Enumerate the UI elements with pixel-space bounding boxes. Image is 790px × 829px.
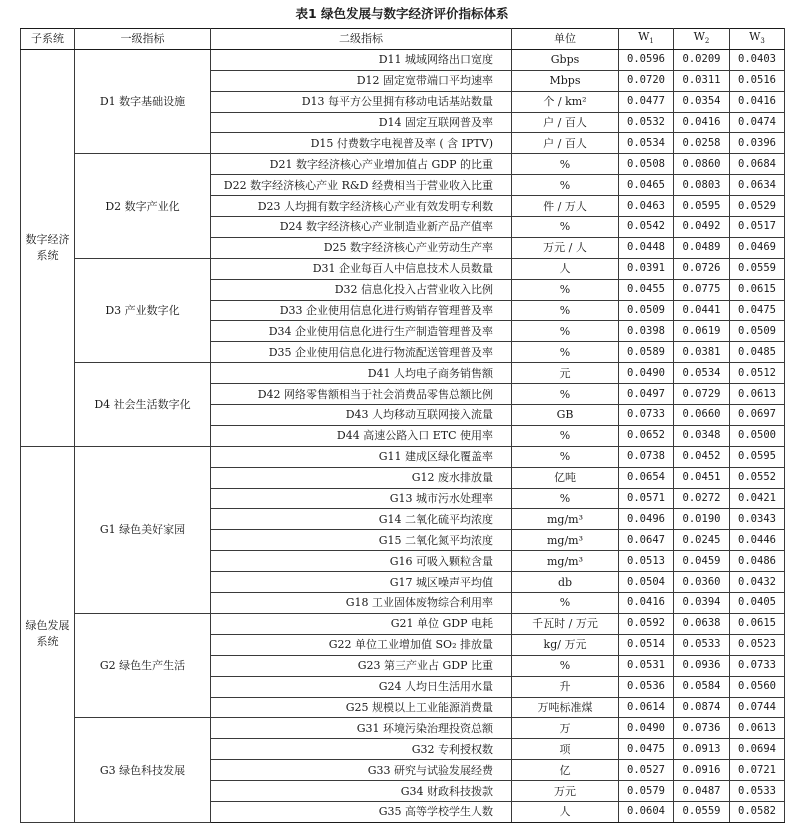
unit-cell: % — [512, 488, 619, 509]
level2-indicator-cell: D21 数字经济核心产业增加值占 GDP 的比重 — [211, 154, 512, 175]
unit-cell: 万元 / 人 — [512, 237, 619, 258]
unit-cell: 人 — [512, 258, 619, 279]
w3-cell: 0.0500 — [730, 425, 785, 446]
unit-cell: Mbps — [512, 70, 619, 91]
level2-indicator-cell: D13 每平方公里拥有移动电话基站数量 — [211, 91, 512, 112]
w2-cell: 0.0190 — [674, 509, 730, 530]
w1-cell: 0.0398 — [619, 321, 674, 342]
w2-cell: 0.0860 — [674, 154, 730, 175]
w3-cell: 0.0405 — [730, 593, 785, 614]
level2-indicator-cell: D23 人均拥有数字经济核心产业有效发明专利数 — [211, 196, 512, 217]
unit-cell: mg/m³ — [512, 551, 619, 572]
unit-cell: % — [512, 446, 619, 467]
level2-indicator-cell: G35 高等学校学生人数 — [211, 801, 512, 822]
unit-cell: Gbps — [512, 49, 619, 70]
table-row — [21, 49, 785, 70]
unit-cell: 户 / 百人 — [512, 112, 619, 133]
w1-cell: 0.0596 — [619, 49, 674, 70]
table-row — [21, 718, 785, 739]
w3-cell: 0.0486 — [730, 551, 785, 572]
unit-cell: % — [512, 279, 619, 300]
w2-cell: 0.0487 — [674, 781, 730, 802]
w1-cell: 0.0514 — [619, 634, 674, 655]
level2-indicator-cell: D14 固定互联网普及率 — [211, 112, 512, 133]
w3-cell: 0.0446 — [730, 530, 785, 551]
level2-indicator-cell: D31 企业每百人中信息技术人员数量 — [211, 258, 512, 279]
level2-indicator-cell: D43 人均移动互联网接入流量 — [211, 405, 512, 426]
w3-cell: 0.0517 — [730, 217, 785, 238]
level2-indicator-cell: D42 网络零售额相当于社会消费品零售总额比例 — [211, 384, 512, 405]
w2-cell: 0.0394 — [674, 593, 730, 614]
w2-cell: 0.0416 — [674, 112, 730, 133]
w1-cell: 0.0654 — [619, 467, 674, 488]
w1-cell: 0.0604 — [619, 801, 674, 822]
w1-cell: 0.0513 — [619, 551, 674, 572]
w3-cell: 0.0343 — [730, 509, 785, 530]
header-w2-sub: 2 — [704, 37, 710, 46]
unit-cell: % — [512, 321, 619, 342]
unit-cell: % — [512, 154, 619, 175]
w1-cell: 0.0497 — [619, 384, 674, 405]
w1-cell: 0.0475 — [619, 739, 674, 760]
w2-cell: 0.0913 — [674, 739, 730, 760]
w2-cell: 0.0874 — [674, 697, 730, 718]
unit-cell: 万 — [512, 718, 619, 739]
w3-cell: 0.0533 — [730, 781, 785, 802]
w2-cell: 0.0660 — [674, 405, 730, 426]
w2-cell: 0.0803 — [674, 175, 730, 196]
level1-indicator-cell: G1 绿色美好家园 — [75, 446, 211, 613]
w2-cell: 0.0533 — [674, 634, 730, 655]
w3-cell: 0.0403 — [730, 49, 785, 70]
w1-cell: 0.0416 — [619, 593, 674, 614]
w1-cell: 0.0391 — [619, 258, 674, 279]
subsystem-label: 绿色发展系统 — [25, 619, 70, 649]
w2-cell: 0.0441 — [674, 300, 730, 321]
w2-cell: 0.0775 — [674, 279, 730, 300]
w1-cell: 0.0532 — [619, 112, 674, 133]
level1-indicator-cell: D1 数字基础设施 — [75, 49, 211, 153]
level2-indicator-cell: G17 城区噪声平均值 — [211, 572, 512, 593]
table-row — [21, 363, 785, 384]
w1-cell: 0.0534 — [619, 133, 674, 154]
w3-cell: 0.0559 — [730, 258, 785, 279]
indicator-table — [20, 28, 785, 823]
w2-cell: 0.0381 — [674, 342, 730, 363]
level2-indicator-cell: G14 二氧化硫平均浓度 — [211, 509, 512, 530]
w3-cell: 0.0634 — [730, 175, 785, 196]
level2-indicator-cell: D34 企业使用信息化进行生产制造管理普及率 — [211, 321, 512, 342]
subsystem-label: 数字经济系统 — [25, 232, 70, 262]
w1-cell: 0.0455 — [619, 279, 674, 300]
unit-cell: % — [512, 300, 619, 321]
w1-cell: 0.0738 — [619, 446, 674, 467]
w1-cell: 0.0652 — [619, 425, 674, 446]
unit-cell: % — [512, 217, 619, 238]
level2-indicator-cell: G13 城市污水处理率 — [211, 488, 512, 509]
unit-cell: mg/m³ — [512, 530, 619, 551]
w3-cell: 0.0721 — [730, 760, 785, 781]
w3-cell: 0.0509 — [730, 321, 785, 342]
w1-cell: 0.0490 — [619, 363, 674, 384]
w3-cell: 0.0421 — [730, 488, 785, 509]
w1-cell: 0.0571 — [619, 488, 674, 509]
subsystem-cell — [21, 49, 75, 446]
w3-cell: 0.0469 — [730, 237, 785, 258]
subsystem-cell — [21, 446, 75, 822]
level2-indicator-cell: D33 企业使用信息化进行购销存管理普及率 — [211, 300, 512, 321]
table-row — [21, 613, 785, 634]
level2-indicator-cell: G34 财政科技拨款 — [211, 781, 512, 802]
level1-indicator-cell: G3 绿色科技发展 — [75, 718, 211, 822]
level2-indicator-cell: D32 信息化投入占营业收入比例 — [211, 279, 512, 300]
level2-indicator-cell: G24 人均日生活用水量 — [211, 676, 512, 697]
level2-indicator-cell: D44 高速公路入口 ETC 使用率 — [211, 425, 512, 446]
w3-cell: 0.0474 — [730, 112, 785, 133]
level2-indicator-cell: G23 第三产业占 GDP 比重 — [211, 655, 512, 676]
level1-indicator-cell: D4 社会生活数字化 — [75, 363, 211, 447]
w1-cell: 0.0720 — [619, 70, 674, 91]
w3-cell: 0.0416 — [730, 91, 785, 112]
level2-indicator-cell: D35 企业使用信息化进行物流配送管理普及率 — [211, 342, 512, 363]
unit-cell: 亿 — [512, 760, 619, 781]
level2-indicator-cell: D11 城域网络出口宽度 — [211, 49, 512, 70]
header-w2 — [674, 29, 730, 50]
unit-cell: mg/m³ — [512, 509, 619, 530]
level2-indicator-cell: G11 建成区绿化覆盖率 — [211, 446, 512, 467]
header-level1: 一级指标 — [75, 29, 211, 50]
w1-cell: 0.0490 — [619, 718, 674, 739]
w2-cell: 0.0916 — [674, 760, 730, 781]
w3-cell: 0.0582 — [730, 801, 785, 822]
w3-cell: 0.0432 — [730, 572, 785, 593]
header-w3 — [730, 29, 785, 50]
level1-indicator-cell: G2 绿色生产生活 — [75, 613, 211, 717]
w2-cell: 0.0492 — [674, 217, 730, 238]
header-w1-letter: W — [638, 29, 650, 43]
level2-indicator-cell: G18 工业固体废物综合利用率 — [211, 593, 512, 614]
unit-cell: 亿吨 — [512, 467, 619, 488]
w1-cell: 0.0527 — [619, 760, 674, 781]
unit-cell: 人 — [512, 801, 619, 822]
header-w3-letter: W — [749, 29, 761, 43]
level2-indicator-cell: G21 单位 GDP 电耗 — [211, 613, 512, 634]
header-w1 — [619, 29, 674, 50]
level2-indicator-cell: D12 固定宽带端口平均速率 — [211, 70, 512, 91]
level2-indicator-cell: D41 人均电子商务销售额 — [211, 363, 512, 384]
w3-cell: 0.0516 — [730, 70, 785, 91]
w3-cell: 0.0475 — [730, 300, 785, 321]
level2-indicator-cell: G22 单位工业增加值 SO₂ 排放量 — [211, 634, 512, 655]
unit-cell: 升 — [512, 676, 619, 697]
w1-cell: 0.0531 — [619, 655, 674, 676]
table-row — [21, 258, 785, 279]
unit-cell: 元 — [512, 363, 619, 384]
w3-cell: 0.0512 — [730, 363, 785, 384]
level2-indicator-cell: D22 数字经济核心产业 R&D 经费相当于营业收入比重 — [211, 175, 512, 196]
unit-cell: 万吨标准煤 — [512, 697, 619, 718]
level2-indicator-cell: G33 研究与试验发展经费 — [211, 760, 512, 781]
w2-cell: 0.0726 — [674, 258, 730, 279]
w2-cell: 0.0360 — [674, 572, 730, 593]
level2-indicator-cell: G25 规模以上工业能源消费量 — [211, 697, 512, 718]
w2-cell: 0.0451 — [674, 467, 730, 488]
w2-cell: 0.0638 — [674, 613, 730, 634]
w3-cell: 0.0560 — [730, 676, 785, 697]
unit-cell: 个 / km² — [512, 91, 619, 112]
unit-cell: 户 / 百人 — [512, 133, 619, 154]
w3-cell: 0.0552 — [730, 467, 785, 488]
w1-cell: 0.0589 — [619, 342, 674, 363]
w2-cell: 0.0595 — [674, 196, 730, 217]
level2-indicator-cell: G32 专利授权数 — [211, 739, 512, 760]
header-row — [21, 29, 785, 50]
header-w3-sub: 3 — [760, 37, 765, 46]
header-w1-sub: 1 — [649, 37, 654, 46]
unit-cell: GB — [512, 405, 619, 426]
w2-cell: 0.0559 — [674, 801, 730, 822]
w3-cell: 0.0613 — [730, 384, 785, 405]
w1-cell: 0.0536 — [619, 676, 674, 697]
level1-indicator-cell: D2 数字产业化 — [75, 154, 211, 258]
unit-cell: % — [512, 593, 619, 614]
level2-indicator-cell: D24 数字经济核心产业制造业新产品产值率 — [211, 217, 512, 238]
w1-cell: 0.0496 — [619, 509, 674, 530]
unit-cell: 万元 — [512, 781, 619, 802]
header-w2-letter: W — [693, 29, 705, 43]
w2-cell: 0.0354 — [674, 91, 730, 112]
w3-cell: 0.0615 — [730, 279, 785, 300]
unit-cell: % — [512, 384, 619, 405]
w2-cell: 0.0936 — [674, 655, 730, 676]
unit-cell: % — [512, 655, 619, 676]
w1-cell: 0.0614 — [619, 697, 674, 718]
w3-cell: 0.0529 — [730, 196, 785, 217]
unit-cell: kg/ 万元 — [512, 634, 619, 655]
w1-cell: 0.0592 — [619, 613, 674, 634]
w2-cell: 0.0489 — [674, 237, 730, 258]
w2-cell: 0.0245 — [674, 530, 730, 551]
w1-cell: 0.0647 — [619, 530, 674, 551]
w2-cell: 0.0584 — [674, 676, 730, 697]
w3-cell: 0.0595 — [730, 446, 785, 467]
level1-indicator-cell: D3 产业数字化 — [75, 258, 211, 362]
w1-cell: 0.0508 — [619, 154, 674, 175]
w2-cell: 0.0311 — [674, 70, 730, 91]
unit-cell: 件 / 万人 — [512, 196, 619, 217]
w1-cell: 0.0542 — [619, 217, 674, 238]
w1-cell: 0.0448 — [619, 237, 674, 258]
w1-cell: 0.0465 — [619, 175, 674, 196]
unit-cell: % — [512, 342, 619, 363]
w3-cell: 0.0694 — [730, 739, 785, 760]
unit-cell: 项 — [512, 739, 619, 760]
level2-indicator-cell: G15 二氧化氮平均浓度 — [211, 530, 512, 551]
header-unit: 单位 — [512, 29, 619, 50]
w1-cell: 0.0733 — [619, 405, 674, 426]
unit-cell: db — [512, 572, 619, 593]
w3-cell: 0.0684 — [730, 154, 785, 175]
table-row — [21, 154, 785, 175]
w1-cell: 0.0504 — [619, 572, 674, 593]
w2-cell: 0.0272 — [674, 488, 730, 509]
w2-cell: 0.0459 — [674, 551, 730, 572]
w1-cell: 0.0579 — [619, 781, 674, 802]
w3-cell: 0.0744 — [730, 697, 785, 718]
level2-indicator-cell: D25 数字经济核心产业劳动生产率 — [211, 237, 512, 258]
w3-cell: 0.0613 — [730, 718, 785, 739]
w3-cell: 0.0615 — [730, 613, 785, 634]
unit-cell: 千瓦时 / 万元 — [512, 613, 619, 634]
w2-cell: 0.0619 — [674, 321, 730, 342]
level2-indicator-cell: D15 付费数字电视普及率 ( 含 IPTV) — [211, 133, 512, 154]
w1-cell: 0.0477 — [619, 91, 674, 112]
table-row — [21, 446, 785, 467]
table-body — [21, 49, 785, 822]
header-level2: 二级指标 — [211, 29, 512, 50]
unit-cell: % — [512, 425, 619, 446]
w2-cell: 0.0534 — [674, 363, 730, 384]
w2-cell: 0.0209 — [674, 49, 730, 70]
w3-cell: 0.0523 — [730, 634, 785, 655]
w3-cell: 0.0485 — [730, 342, 785, 363]
table-title: 表1 绿色发展与数字经济评价指标体系 — [295, 6, 509, 21]
w3-cell: 0.0697 — [730, 405, 785, 426]
w2-cell: 0.0348 — [674, 425, 730, 446]
level2-indicator-cell: G12 废水排放量 — [211, 467, 512, 488]
header-subsystem: 子系统 — [21, 29, 75, 50]
w3-cell: 0.0396 — [730, 133, 785, 154]
w1-cell: 0.0509 — [619, 300, 674, 321]
w2-cell: 0.0258 — [674, 133, 730, 154]
level2-indicator-cell: G31 环境污染治理投资总额 — [211, 718, 512, 739]
level2-indicator-cell: G16 可吸入颗粒含量 — [211, 551, 512, 572]
w3-cell: 0.0733 — [730, 655, 785, 676]
w2-cell: 0.0729 — [674, 384, 730, 405]
w2-cell: 0.0736 — [674, 718, 730, 739]
w1-cell: 0.0463 — [619, 196, 674, 217]
unit-cell: % — [512, 175, 619, 196]
w2-cell: 0.0452 — [674, 446, 730, 467]
